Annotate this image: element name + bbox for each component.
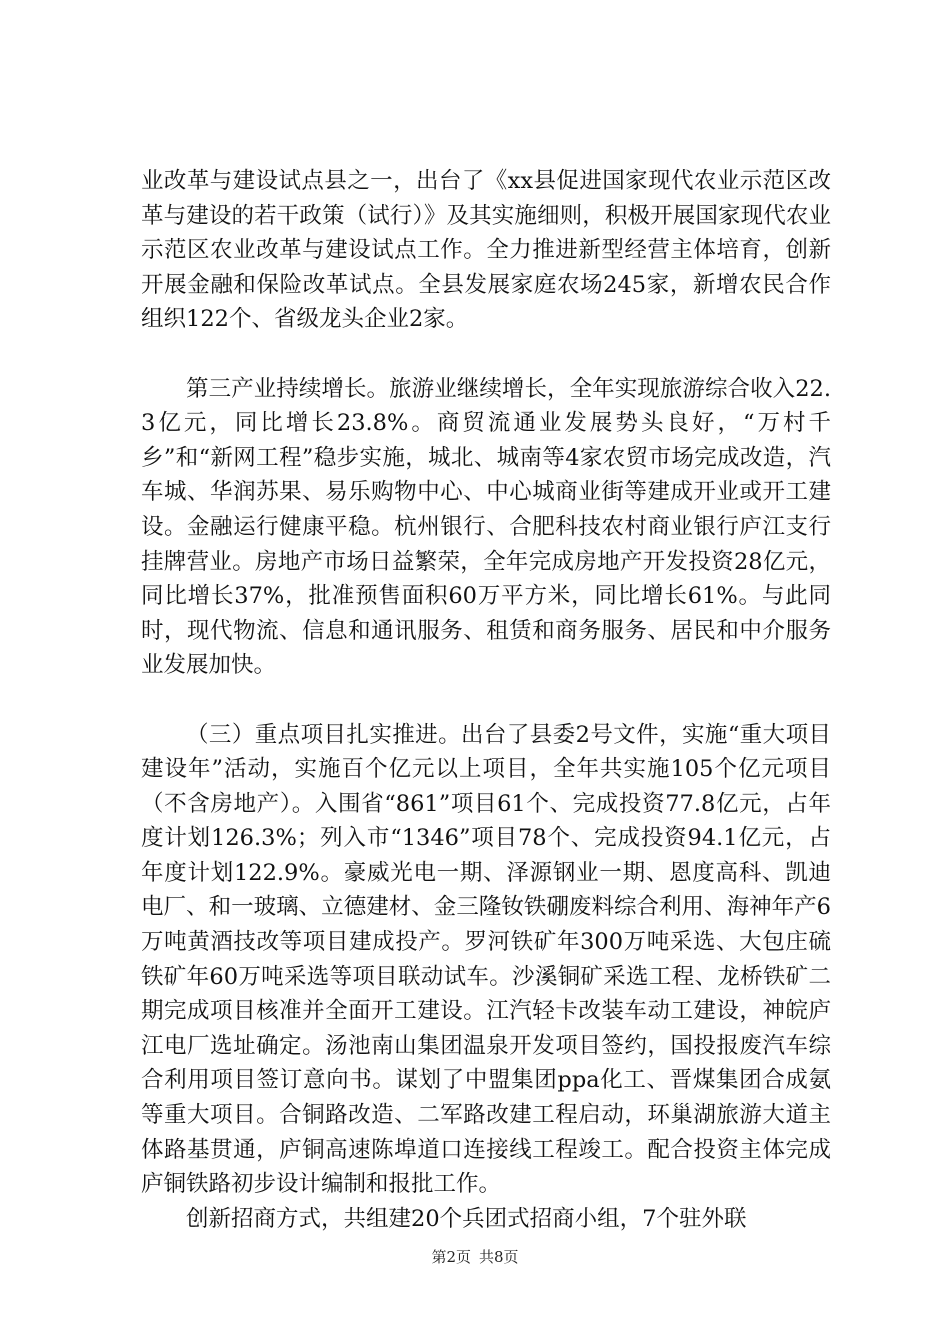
page-number: 第2页 (431, 1248, 471, 1266)
page-footer (0, 1247, 950, 1267)
page-total: 共8页 (479, 1248, 519, 1266)
document-body (141, 164, 831, 1236)
paragraph-key-projects: （三）重点项目扎实推进。出台了县委2号文件，实施“重大项目建设年”活动，实施百个亿元以上项目，全年共实施105个亿元项目（不含房地产）。入围省“861”项目61个、完成投资77.8亿元，占年度计划126.3%；列入市“1346”项目78个、完成投资94.1亿元，占年度计划122.9%。豪威光电一期、泽源钢业一期、恩度高科、凯迪电厂、和一玻璃、立德建材、金三隆钕铁硼废料综合利用、海神年产6万吨黄酒技改等项目建成投产。罗河铁矿年300万吨采选、大包庄硫铁矿年60万吨采选等项目联动试车。沙溪铜矿采选工程、龙桥铁矿二期完成项目核准并全面开工建设。江汽轻卡改装车动工建设，神皖庐江电厂选址确定。汤池南山集团温泉开发项目签约，国投报废汽车综合利用项目签订意向书。谋划了中盟集团ppa化工、晋煤集团合成氨等重大项目。合铜路改造、二军路改建工程启动，环巢湖旅游大道主体路基贯通，庐铜高速陈埠道口连接线工程竣工。配合投资主体完成庐铜铁路初步设计编制和报批工作。 (141, 721, 831, 1198)
paragraph-tertiary-industry: 第三产业持续增长。旅游业继续增长，全年实现旅游综合收入22.3亿元，同比增长23.8%。商贸流通业发展势头良好，“万村千乡”和“新网工程”稳步实施，城北、城南等4家农贸市场完成改造，汽车城、华润苏果、易乐购物中心、中心城商业街等建成开业或开工建设。金融运行健康平稳。杭州银行、合肥科技农村商业银行庐江支行挂牌营业。房地产市场日益繁荣，全年完成房地产开发投资28亿元，同比增长37%，批准预售面积60万平方米，同比增长61%。与此同时，现代物流、信息和通讯服务、租赁和商务服务、居民和中介服务业发展加快。 (141, 375, 831, 679)
paragraph-agriculture-reform: 业改革与建设试点县之一，出台了《xx县促进国家现代农业示范区改革与建设的若干政策（试行）》及其实施细则，积极开展国家现代农业示范区农业改革与建设试点工作。全力推进新型经营主体培育，创新开展金融和保险改革试点。全县发展家庭农场245家，新增农民合作组织122个、省级龙头企业2家。 (141, 168, 831, 333)
paragraph-investment-promotion: 创新招商方式，共组建20个兵团式招商小组，7个驻外联 (186, 1205, 747, 1232)
